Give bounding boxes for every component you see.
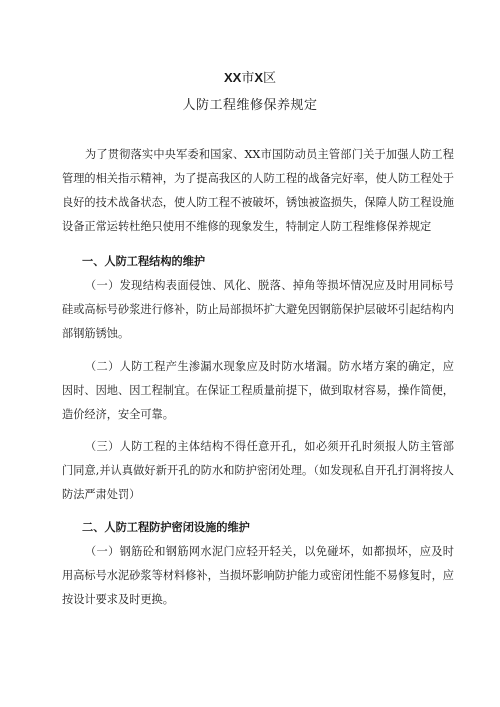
document-title	[0, 70, 500, 87]
protection-paragraph-1: （一）钢筋砼和钢筋网水泥门应轻开轻关，以免碰坏，如都损坏，应及时用高标号水泥砂浆等材料修补，当损坏影响防护能力或密闭性能不易修复时，应按设计要求及时更换。	[62, 545, 454, 606]
structure-paragraph-2: （二）人防工程产生渗漏水现象应及时防水堵漏。防水堵方案的确定，应因时、因地、因工程制宜。在保证工程质量前提下，做到取材容易，操作简便，造价经济，安全可靠。	[62, 360, 454, 421]
title-city-code: XX	[223, 70, 242, 85]
title-city-word: 市	[241, 71, 255, 86]
structure-paragraph-3: （三）人防工程的主体结构不得任意开孔，如必须开孔时须报人防主管部门同意,并认真做好新开孔的防水和防护密闭处理。（如发现私自开孔打洞将按人防法严肃处罚）	[62, 440, 454, 501]
structure-paragraph-1: （一）发现结构表面侵蚀、风化、脱落、掉角等损坏情况应及时用同标号硅或高标号砂浆进行修补，防止局部损坏扩大避免因钢筋保护层破坏引起结构内部钢筋锈蚀。	[62, 279, 454, 340]
section-heading-protection: 二、人防工程防护密闭设施的维护	[82, 521, 250, 534]
document-subtitle: 人防工程维修保养规定	[182, 98, 318, 113]
intro-paragraph: 为了贯彻落实中央军委和国家、XX市国防动员主管部门关于加强人防工程管理的相关指示精神，为了提高我区的人防工程的战备完好率，使人防工程处于良好的技术战备状态，使人防工程不被破坏，锈蚀被盗损失，保障人防工程设施设备正常运转杜绝只使用不维修的现象发生，特制定人防工程维修保养规定	[62, 148, 454, 233]
section-heading-structure: 一、人防工程结构的维护	[82, 255, 206, 268]
title-district-word: 区	[263, 71, 277, 86]
title-district-code: X	[254, 70, 263, 85]
